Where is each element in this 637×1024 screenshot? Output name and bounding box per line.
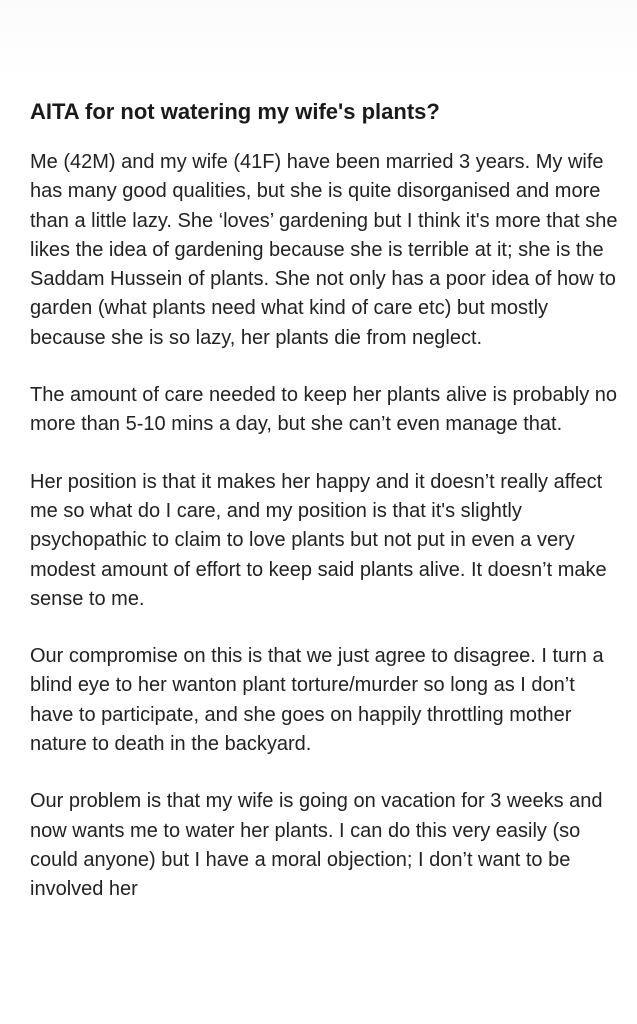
post-paragraph: Our problem is that my wife is going on vacation for 3 weeks and now wants me to water her plants. I can do this very easily (so could anyone) but I have a moral objection; I don’t want to be involved her [30, 790, 603, 901]
post-paragraph: Our compromise on this is that we just agree to disagree. I turn a blind eye to her wanton plant torture/murder so long as I don’t have to participate, and she goes on happily throttling mother nature to death in the backyard. [30, 645, 604, 756]
post-body [30, 148, 622, 905]
post [30, 98, 622, 933]
post-paragraph: Her position is that it makes her happy and it doesn’t really affect me so what do I care, and my position is that it's slightly psychopathic to claim to love plants but not put in even a very modest amount of effort to keep said plants alive. It doesn’t make sense to me. [30, 470, 607, 610]
post-title: AITA for not watering my wife's plants? [30, 99, 440, 124]
post-paragraph: Me (42M) and my wife (41F) have been married 3 years. My wife has many good qualities, but she is quite disorganised and more than a little lazy. She ‘loves’ gardening but I think it's more that she likes the idea of gardening because she is terrible at it; she is the Saddam Hussein of plants. She not only has a poor idea of how to garden (what plants need what kind of care etc) but mostly because she is so lazy, her plants die from neglect. [30, 151, 618, 349]
post-paragraph: The amount of care needed to keep her plants alive is probably no more than 5-10 mins a day, but she can’t even manage that. [30, 384, 618, 436]
top-fade [0, 0, 637, 80]
